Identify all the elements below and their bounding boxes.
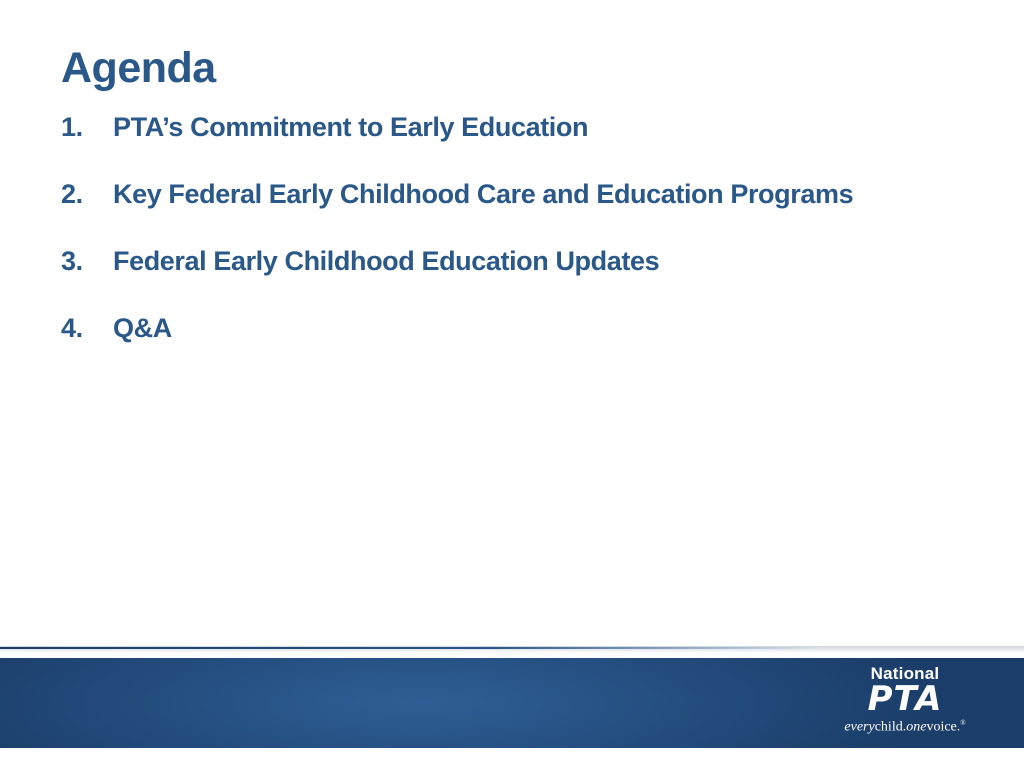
- agenda-item-4: [61, 313, 853, 380]
- agenda-item-number: 4.: [61, 313, 83, 343]
- footer-divider: [0, 646, 1024, 658]
- agenda-item-number: 2.: [61, 179, 83, 209]
- national-pta-logo: [820, 662, 990, 746]
- tagline-child: child.: [874, 719, 907, 735]
- agenda-item-number: 1.: [61, 112, 83, 142]
- tagline-voice: voice.: [926, 719, 961, 735]
- agenda-item-1: [61, 112, 853, 179]
- agenda-item-number: 3.: [61, 246, 83, 276]
- slide-title: Agenda: [61, 44, 216, 92]
- trademark-mark: ®: [960, 719, 966, 727]
- tagline-one: one: [906, 719, 927, 735]
- logo-tagline: [820, 719, 990, 736]
- agenda-item-text: Key Federal Early Childhood Care and Education Programs: [113, 179, 854, 209]
- logo-pta-wordmark: PTA: [867, 679, 943, 719]
- logo-national-text: National: [870, 664, 940, 683]
- agenda-list: [61, 112, 853, 380]
- agenda-item-text: Federal Early Childhood Education Updates: [113, 246, 660, 276]
- agenda-item-text: Q&A: [113, 313, 172, 343]
- tagline-every: every: [844, 719, 875, 735]
- agenda-item-3: [61, 246, 853, 313]
- agenda-item-2: [61, 179, 853, 246]
- footer-bottom-margin: [0, 748, 1024, 768]
- agenda-item-text: PTA’s Commitment to Early Education: [113, 112, 589, 142]
